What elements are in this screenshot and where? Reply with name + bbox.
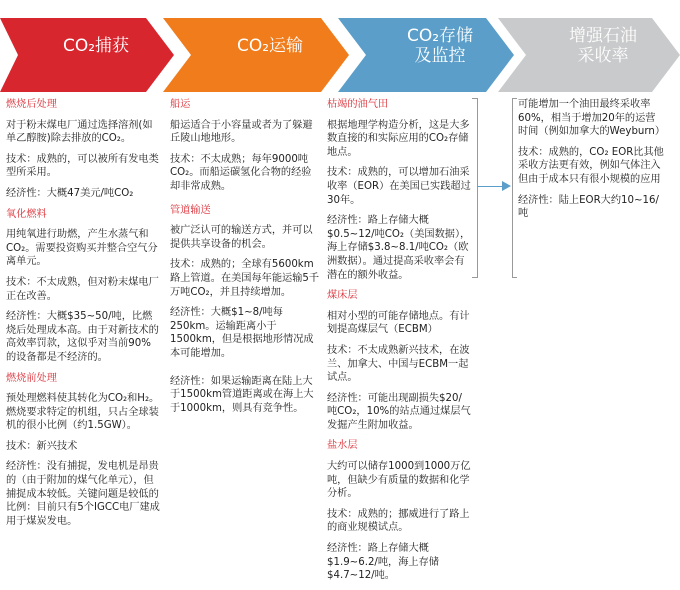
stage-label-eor: 增强石油 采收率 [569,26,637,66]
section-tech: 技术：成熟的，CO₂ EOR比其他采收方法更有效，例如气体注入但由于成本只有很小规模的应用 [518,146,664,185]
section-tech: 技术：成熟的；全球有5600km路上管道。在美国每年能运输5千万吨CO₂，并且持续增加。 [170,259,320,298]
stage-label-capture: CO₂捕获 [62,36,130,56]
eor-arrow-line [477,186,503,187]
section-desc: 预处理燃料使其转化为CO₂和H₂。燃烧要求特定的机组，只占全球装机的很小比例（约1.5GW）。 [6,393,160,432]
section-econ: 经济性：大概47美元/吨CO₂ [6,187,134,199]
section-tech: 技术：成熟的，可以被所有发电类型所采用。 [6,153,159,179]
section-title: 燃烧前处理 [6,372,57,384]
section-econ-2: 经济性：如果运输距离在陆上大于1500km管道距离或在海上大于1000km，则具有竞争性。 [170,375,314,414]
eor-bracket [512,98,517,278]
section-desc: 被广泛认可的输送方式，并可以提供共享设备的机会。 [170,225,313,250]
section-tech: 技术：成熟的，可以增加石油采收率（EOR）在美国已实践超过30年。 [327,167,471,206]
section-title: 管道输送 [170,204,211,216]
column-eor [518,98,664,228]
section-desc: 根据地理学构造分析，这是大多数直接的和实际应用的CO₂存储地点。 [327,119,470,158]
storage-bracket [472,98,478,278]
section-desc: 对于粉末煤电厂通过选择溶剂(如单乙醇胺)除去排放的CO₂。 [6,119,153,145]
column-capture [6,98,160,535]
stage-label-storage: CO₂存储 及监控 [406,26,474,66]
section-econ: 经济性：可能出现副损失$20/吨CO₂，10%的站点通过煤层气发掘产生附加收益。 [327,392,471,431]
section-desc: 用纯氧进行助燃，产生水蒸气和CO₂。需要投资购买并整合空气分离单元。 [6,229,158,268]
section-econ: 经济性：大概$1~8/吨每250km。运输距离小于1500km，但是根据地形情况成本可能增加。 [170,307,314,359]
section-tech: 技术：成熟的；挪威进行了路上的商业规模试点。 [327,508,470,534]
section-tech: 技术：新兴技术 [6,440,78,452]
section-tech: 技术：不太成熟；每年9000吨CO₂。而船运碳氢化合物的经验却非常成熟。 [170,153,312,192]
section-econ: 经济性：路上存储大概$1.9~6.2/吨，海上存储$4.7~12/吨。 [327,543,439,582]
section-desc: 可能增加一个油田最终采收率60%，相当于增加20年的运营时间（例如加拿大的Weyburn） [518,99,666,138]
section-econ: 经济性：没有捕捉，发电机是昂贵的（由于附加的煤气化单元），但捕捉成本较低。关键问题是较低的比例：目前只有5个IGCC电厂建成用于煤炭发电。 [6,461,160,527]
section-title: 盐水层 [327,440,358,452]
stage-header [0,0,680,92]
column-storage [327,98,472,590]
section-desc: 相对小型的可能存储地点。有计划提高煤层气（ECBM） [327,310,470,336]
section-tech: 技术：不太成熟新兴技术，在波兰、加拿大、中国与ECBM一起试点。 [327,344,470,384]
section-title: 氧化燃料 [6,208,47,220]
section-desc: 大约可以储存1000到1000万亿吨，但缺少有质量的数据和化学分析。 [327,461,471,500]
section-title: 船运 [170,99,191,110]
section-title: 枯竭的油气田 [327,99,389,110]
section-econ: 经济性：陆上EOR大约10~16/吨 [518,194,659,220]
section-title: 煤床层 [327,290,358,302]
section-tech: 技术：不太成熟，但对粉末煤电厂正在改善。 [6,276,159,302]
stage-label-transport: CO₂运输 [236,36,304,56]
section-title: 燃烧后处理 [6,99,57,110]
column-transport [170,98,320,422]
section-econ: 经济性：路上存储大概$0.5~12/吨CO₂（美国数据），海上存储$3.8~8.1/吨CO₂（欧洲数据）。通过提高采收率会有潜在的额外收益。 [327,215,471,281]
section-econ: 经济性：大概$35~50/吨，比燃烧后处理成本高。由于对新技术的高效率罚款，这似乎对当前90%的设备都是不经济的。 [6,311,159,363]
eor-arrow-head [502,181,511,191]
section-desc: 船运适合于小容量或者为了躲避丘陵山地地形。 [170,119,313,145]
